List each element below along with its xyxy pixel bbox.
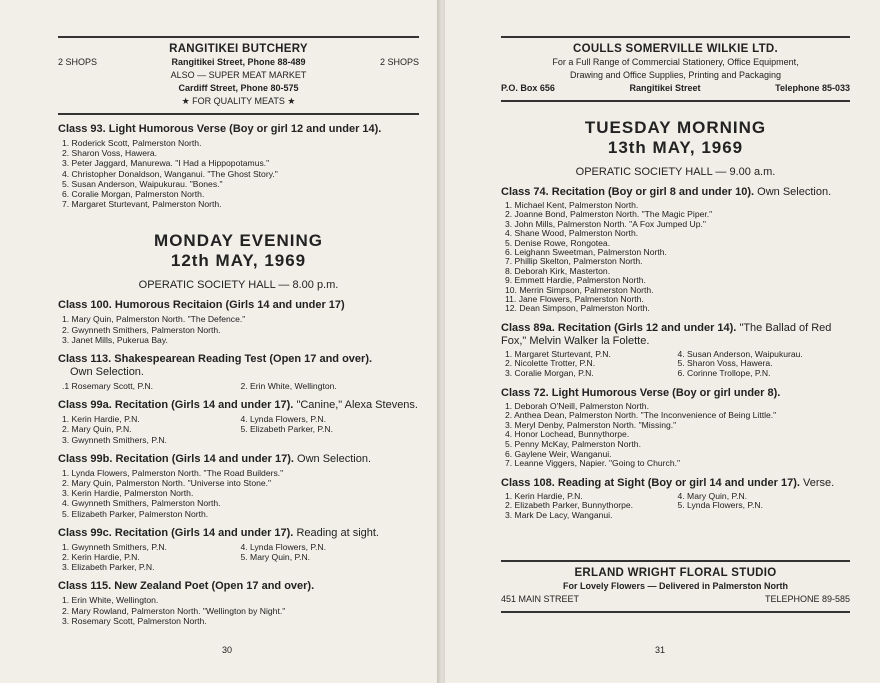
list-item: 5. Denise Rowe, Rongotea. bbox=[505, 237, 611, 248]
class-title bbox=[501, 186, 850, 199]
class-72 bbox=[501, 387, 850, 469]
ad-left-note: 2 SHOPS bbox=[58, 57, 98, 67]
ad-line2: ALSO — SUPER MEAT MARKET bbox=[170, 70, 307, 80]
list-item: 2. Joanne Bond, Palmerston North. "The Magic Piper." bbox=[505, 209, 713, 220]
list-item: 5. Susan Anderson, Waipukurau. "Bones." bbox=[62, 178, 223, 189]
list-item: 7. Phillip Skelton, Palmerston North. bbox=[505, 256, 643, 267]
class-title-text: Class 99b. Recitation (Girls 14 and under 17). bbox=[58, 452, 294, 465]
column-1 bbox=[505, 350, 678, 379]
class-title bbox=[58, 453, 419, 466]
list-item: 4. Lynda Flowers, P.N. bbox=[240, 541, 327, 552]
class-89a bbox=[501, 322, 850, 379]
list-item: 6. Coralie Morgan, Palmerston North. bbox=[62, 189, 205, 200]
session-heading bbox=[501, 118, 850, 178]
list-item: 1. Margaret Sturtevant, P.N. bbox=[505, 348, 611, 359]
list-item: 3. Meryl Denby, Palmerston North. "Missing." bbox=[505, 419, 677, 430]
class-title: Class 115. New Zealand Poet (Open 17 and over). bbox=[58, 580, 315, 593]
list-item: 2. Elizabeth Parker, Bunnythorpe. bbox=[505, 500, 634, 511]
class-title-text: Class 99c. Recitation (Girls 14 and under 17). bbox=[58, 526, 294, 539]
session-day: TUESDAY MORNING bbox=[584, 118, 767, 137]
list-item: 3. Rosemary Scott, Palmerston North. bbox=[62, 615, 207, 626]
butchery-ad bbox=[58, 38, 419, 113]
class-title-text: Class 89a. Recitation (Girls 12 and under 14). bbox=[501, 321, 737, 334]
entry-list bbox=[62, 468, 419, 519]
list-item: 1. Gwynneth Smithers, P.N. bbox=[62, 541, 167, 552]
list-item: 3. John Mills, Palmerston North. "A Fox Jumped Up." bbox=[505, 218, 706, 229]
ad-line3: Cardiff Street, Phone 80-575 bbox=[178, 83, 299, 93]
class-title bbox=[501, 322, 850, 348]
class-subtitle: Verse. bbox=[802, 476, 835, 489]
floral-ad bbox=[501, 560, 850, 613]
class-99c bbox=[58, 527, 419, 573]
column-1 bbox=[62, 414, 241, 445]
entry-columns bbox=[62, 414, 419, 445]
entry-list bbox=[62, 138, 419, 209]
list-item: 4. Shane Wood, Palmerston North. bbox=[505, 228, 639, 239]
list-item: 1. Kerin Hardie, P.N. bbox=[505, 490, 583, 501]
class-title-text: Class 99a. Recitation (Girls 14 and under 17). bbox=[58, 399, 294, 412]
list-item: 3. Coralie Morgan, P.N. bbox=[505, 368, 594, 379]
list-item: 5. Elizabeth Parker, Palmerston North. bbox=[62, 508, 209, 519]
list-item: 4. Christopher Donaldson, Wanganui. "The Ghost Story." bbox=[62, 168, 278, 179]
class-115 bbox=[58, 580, 419, 626]
list-item: 2. Mary Rowland, Palmerston North. "Wellington by Night." bbox=[62, 605, 286, 616]
list-item: 4. Gwynneth Smithers, Palmerston North. bbox=[62, 498, 221, 509]
session-date: 12th MAY, 1969 bbox=[170, 251, 307, 271]
list-item: 1. Michael Kent, Palmerston North. bbox=[505, 200, 639, 210]
ad-phone: Telephone 85-033 bbox=[775, 83, 850, 93]
list-item: 1. Erin White, Wellington. bbox=[62, 595, 159, 606]
session-day: MONDAY EVENING bbox=[154, 231, 323, 251]
class-title bbox=[501, 477, 850, 490]
list-item: 6. Gaylene Weir, Wanganui. bbox=[505, 448, 612, 459]
list-item: 3. Gwynneth Smithers, P.N. bbox=[62, 434, 167, 445]
class-subtitle: Own Selection. bbox=[297, 452, 372, 465]
ad-right-note: 2 SHOPS bbox=[379, 57, 419, 67]
ad-row bbox=[501, 593, 850, 606]
column-2 bbox=[241, 414, 420, 445]
list-item: 2. Sharon Voss, Hawera. bbox=[62, 148, 158, 159]
ad-line4: ★ FOR QUALITY MEATS ★ bbox=[181, 96, 296, 106]
list-item: 4. Lynda Flowers, P.N. bbox=[240, 414, 327, 425]
list-item: 2. Anthea Dean, Palmerston North. "The Inconvenience of Being Little." bbox=[505, 410, 777, 421]
list-item: 1. Mary Quin, Palmerston North. "The Defence." bbox=[62, 314, 246, 325]
list-item: 5. Mary Quin, P.N. bbox=[240, 552, 311, 563]
list-item: 12. Dean Simpson, Palmerston North. bbox=[505, 303, 650, 314]
page-31 bbox=[445, 0, 880, 683]
class-title: Class 93. Light Humorous Verse (Boy or girl 12 and under 14). bbox=[58, 123, 382, 135]
class-subtitle: Reading at sight. bbox=[296, 526, 379, 539]
column-2 bbox=[241, 542, 420, 573]
entry-columns bbox=[62, 381, 419, 391]
class-subtitle: Own Selection. bbox=[70, 366, 144, 379]
entry-columns bbox=[62, 542, 419, 573]
column-1 bbox=[505, 492, 678, 521]
list-item: 4. Honor Lochead, Bunnythorpe. bbox=[505, 429, 630, 440]
list-item: 4. Mary Quin, P.N. bbox=[677, 490, 748, 501]
list-item: 3. Elizabeth Parker, P.N. bbox=[62, 562, 155, 573]
ad-title: ERLAND WRIGHT FLORAL STUDIO bbox=[574, 567, 777, 579]
ad-row bbox=[501, 82, 850, 95]
list-item: 6. Corinne Trollope, P.N. bbox=[677, 368, 771, 379]
class-title: Class 100. Humorous Recitaion (Girls 14 and under 17) bbox=[58, 299, 345, 312]
list-item: 4. Susan Anderson, Waipukurau. bbox=[677, 348, 803, 359]
class-99a bbox=[58, 399, 419, 445]
list-item: 2. Nicolette Trotter, P.N. bbox=[505, 358, 596, 369]
class-subtitle: "The Ballad of Red Fox," Melvin Walker la Folette. bbox=[501, 321, 832, 347]
list-item: 3. Mark De Lacy, Wanganui. bbox=[505, 510, 613, 520]
list-item: 3. Peter Jaggard, Manurewa. "I Had a Hippopotamus." bbox=[62, 158, 270, 169]
list-item: 5. Elizabeth Parker, P.N. bbox=[240, 424, 334, 435]
session-venue: OPERATIC SOCIETY HALL — 9.00 a.m. bbox=[575, 166, 776, 178]
ad-bottom-rule bbox=[58, 113, 419, 115]
list-item: 2. Gwynneth Smithers, Palmerston North. bbox=[62, 324, 221, 335]
column-2 bbox=[678, 350, 851, 379]
list-item: 11. Jane Flowers, Palmerston North. bbox=[505, 294, 644, 305]
class-subtitle: "Canine," Alexa Stevens. bbox=[296, 399, 418, 412]
ad-line2: Drawing and Office Supplies, Printing and Packaging bbox=[570, 70, 781, 80]
column-2 bbox=[678, 492, 851, 521]
list-item: 1. Deborah O'Neill, Palmerston North. bbox=[505, 400, 649, 411]
list-item: 1. Lynda Flowers, Palmerston North. "The Road Builders." bbox=[62, 467, 284, 478]
ad-street: Rangitikei Street bbox=[629, 83, 701, 93]
entry-columns bbox=[505, 350, 850, 379]
list-item: 3. Janet Mills, Pukerua Bay. bbox=[62, 334, 168, 345]
list-item: 3. Kerin Hardie, Palmerston North. bbox=[62, 488, 194, 499]
class-93 bbox=[58, 123, 419, 209]
list-item: 1. Roderick Scott, Palmerston North. bbox=[62, 138, 202, 148]
class-title: Class 72. Light Humorous Verse (Boy or girl under 8). bbox=[501, 386, 781, 399]
ad-bottom-rule bbox=[501, 100, 850, 102]
ad-title: RANGITIKEI BUTCHERY bbox=[169, 43, 308, 55]
ad-line1: For a Full Range of Commercial Stationery, Office Equipment, bbox=[552, 57, 799, 67]
ad-bottom-rule bbox=[501, 611, 850, 613]
list-item: 8. Deborah Kirk, Masterton. bbox=[505, 265, 611, 276]
class-title: Class 113. Shakespearean Reading Test (Open 17 and over). bbox=[58, 353, 373, 366]
class-99b bbox=[58, 453, 419, 519]
floral-ad-body bbox=[501, 562, 850, 611]
list-item: 1. Kerin Hardie, P.N. bbox=[62, 414, 140, 425]
class-title-text: Class 74. Recitation (Boy or girl 8 and under 10). bbox=[501, 186, 755, 198]
class-title-text: Class 108. Reading at Sight (Boy or girl 14 and under 17). bbox=[501, 476, 800, 489]
class-100 bbox=[58, 299, 419, 345]
list-item: 9. Emmett Hardie, Palmerston North. bbox=[505, 275, 646, 286]
list-item: 5. Lynda Flowers, P.N. bbox=[677, 500, 764, 511]
stationery-ad bbox=[501, 38, 850, 100]
class-113 bbox=[58, 353, 419, 391]
page-number: 30 bbox=[222, 645, 233, 655]
session-heading bbox=[58, 231, 419, 291]
entry-list bbox=[62, 595, 419, 626]
class-title bbox=[58, 527, 419, 540]
entry-list bbox=[505, 402, 850, 469]
list-item: 2. Mary Quin, P.N. bbox=[62, 424, 132, 435]
list-item: 6. Leighann Sweetman, Palmerston North. bbox=[505, 247, 667, 258]
ad-box: P.O. Box 656 bbox=[501, 83, 555, 93]
ad-phone: TELEPHONE 89-585 bbox=[764, 594, 850, 604]
entry-columns bbox=[505, 492, 850, 521]
entry-list bbox=[505, 201, 850, 314]
ad-title: COULLS SOMERVILLE WILKIE LTD. bbox=[572, 43, 779, 55]
class-108 bbox=[501, 477, 850, 521]
column-1 bbox=[62, 542, 241, 573]
ad-line1: For Lovely Flowers — Delivered in Palmerston North bbox=[562, 581, 789, 591]
ad-address: 451 MAIN STREET bbox=[501, 594, 580, 604]
list-item: 10. Merrin Simpson, Palmerston North. bbox=[505, 284, 654, 295]
list-item: 2. Erin White, Wellington. bbox=[240, 381, 337, 392]
list-item: 2. Kerin Hardie, P.N. bbox=[62, 552, 140, 563]
session-venue: OPERATIC SOCIETY HALL — 8.00 p.m. bbox=[138, 279, 339, 292]
class-subtitle: Own Selection. bbox=[757, 186, 832, 198]
list-item: 5. Penny McKay, Palmerston North. bbox=[505, 439, 641, 450]
list-item: 5. Sharon Voss, Hawera. bbox=[677, 358, 773, 369]
page-number: 31 bbox=[655, 645, 666, 655]
class-74 bbox=[501, 186, 850, 314]
entry-list bbox=[62, 314, 419, 345]
list-item: 2. Mary Quin, Palmerston North. "Universe into Stone." bbox=[62, 478, 272, 489]
list-item: 7. Leanne Viggers, Napier. "Going to Church." bbox=[505, 458, 681, 469]
session-date: 13th MAY, 1969 bbox=[607, 138, 744, 157]
ad-row bbox=[58, 56, 419, 69]
list-item: 7. Margaret Sturtevant, Palmerston North. bbox=[62, 199, 222, 210]
ad-line1: Rangitikei Street, Phone 88-489 bbox=[171, 57, 306, 67]
list-item: .1 Rosemary Scott, P.N. bbox=[62, 381, 154, 392]
class-title bbox=[58, 399, 419, 412]
